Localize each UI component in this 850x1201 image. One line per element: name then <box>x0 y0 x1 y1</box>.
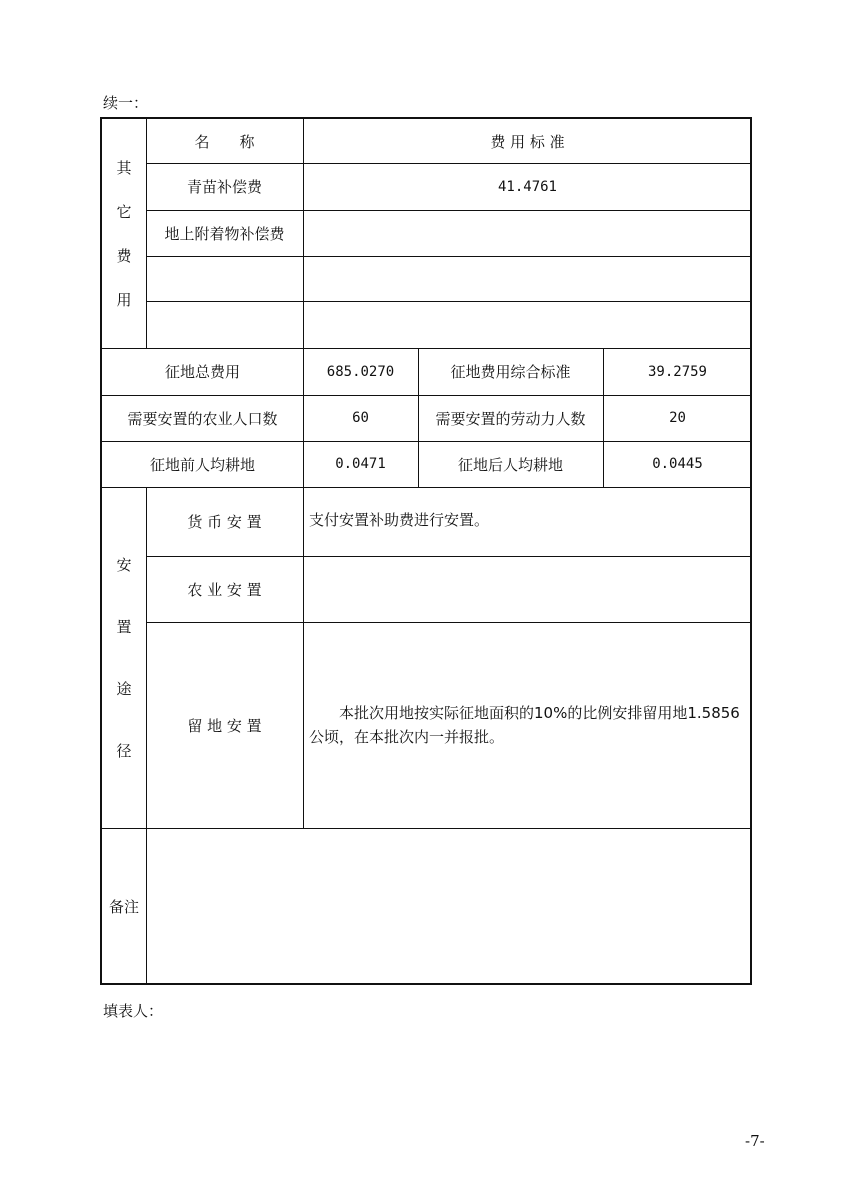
group-char: 费 <box>116 246 132 265</box>
summary-value: 685.0270 <box>326 363 395 380</box>
summary-value: 20 <box>669 410 686 426</box>
resettlement-detail: 支付安置补助费进行安置。 <box>309 511 490 529</box>
fee-value: 41.4761 <box>497 178 557 195</box>
group-char: 它 <box>116 202 132 221</box>
group-char: 途 <box>116 679 132 698</box>
land-acquisition-table <box>100 117 752 985</box>
remarks-label: 备注 <box>108 898 139 916</box>
header-standard: 费 用 标 准 <box>490 132 565 151</box>
resettlement-detail <box>303 556 752 622</box>
summary-label: 征地前人均耕地 <box>149 455 255 474</box>
continuation-caption: 续一： <box>103 94 149 112</box>
fee-name <box>146 256 303 301</box>
summary-value: 60 <box>352 410 369 426</box>
fee-name: 青苗补偿费 <box>186 178 262 196</box>
resettlement-group-label <box>102 487 146 828</box>
resettlement-method: 农 业 安 置 <box>187 580 262 599</box>
summary-label: 征地费用综合标准 <box>450 363 571 381</box>
fee-value <box>303 210 752 256</box>
fee-value <box>303 301 752 348</box>
fee-value <box>303 256 752 301</box>
fee-name <box>146 301 303 348</box>
resettlement-method: 货 币 安 置 <box>187 513 262 531</box>
group-char: 其 <box>116 158 132 177</box>
group-char: 径 <box>116 741 132 760</box>
summary-value: 39.2759 <box>647 363 707 380</box>
summary-label: 需要安置的农业人口数 <box>127 409 278 428</box>
page-number: -7- <box>745 1132 765 1150</box>
filler-label: 填表人： <box>103 1002 164 1020</box>
other-fees-group-label <box>102 119 146 348</box>
group-char: 用 <box>116 290 132 309</box>
summary-label: 征地后人均耕地 <box>457 455 563 474</box>
fee-name: 地上附着物补偿费 <box>164 224 285 243</box>
header-name: 名 称 <box>194 132 255 151</box>
summary-label: 征地总费用 <box>164 363 240 381</box>
resettlement-detail: 本批次用地按实际征地面积的10%的比例安排留用地1.5856公顷，在本批次内一并报批。 <box>309 704 740 746</box>
group-char: 置 <box>116 617 132 636</box>
resettlement-method: 留 地 安 置 <box>187 716 262 735</box>
summary-value: 0.0471 <box>335 456 386 472</box>
remarks-value <box>146 828 752 985</box>
summary-value: 0.0445 <box>652 456 703 472</box>
group-char: 安 <box>116 555 132 574</box>
summary-label: 需要安置的劳动力人数 <box>435 409 586 428</box>
